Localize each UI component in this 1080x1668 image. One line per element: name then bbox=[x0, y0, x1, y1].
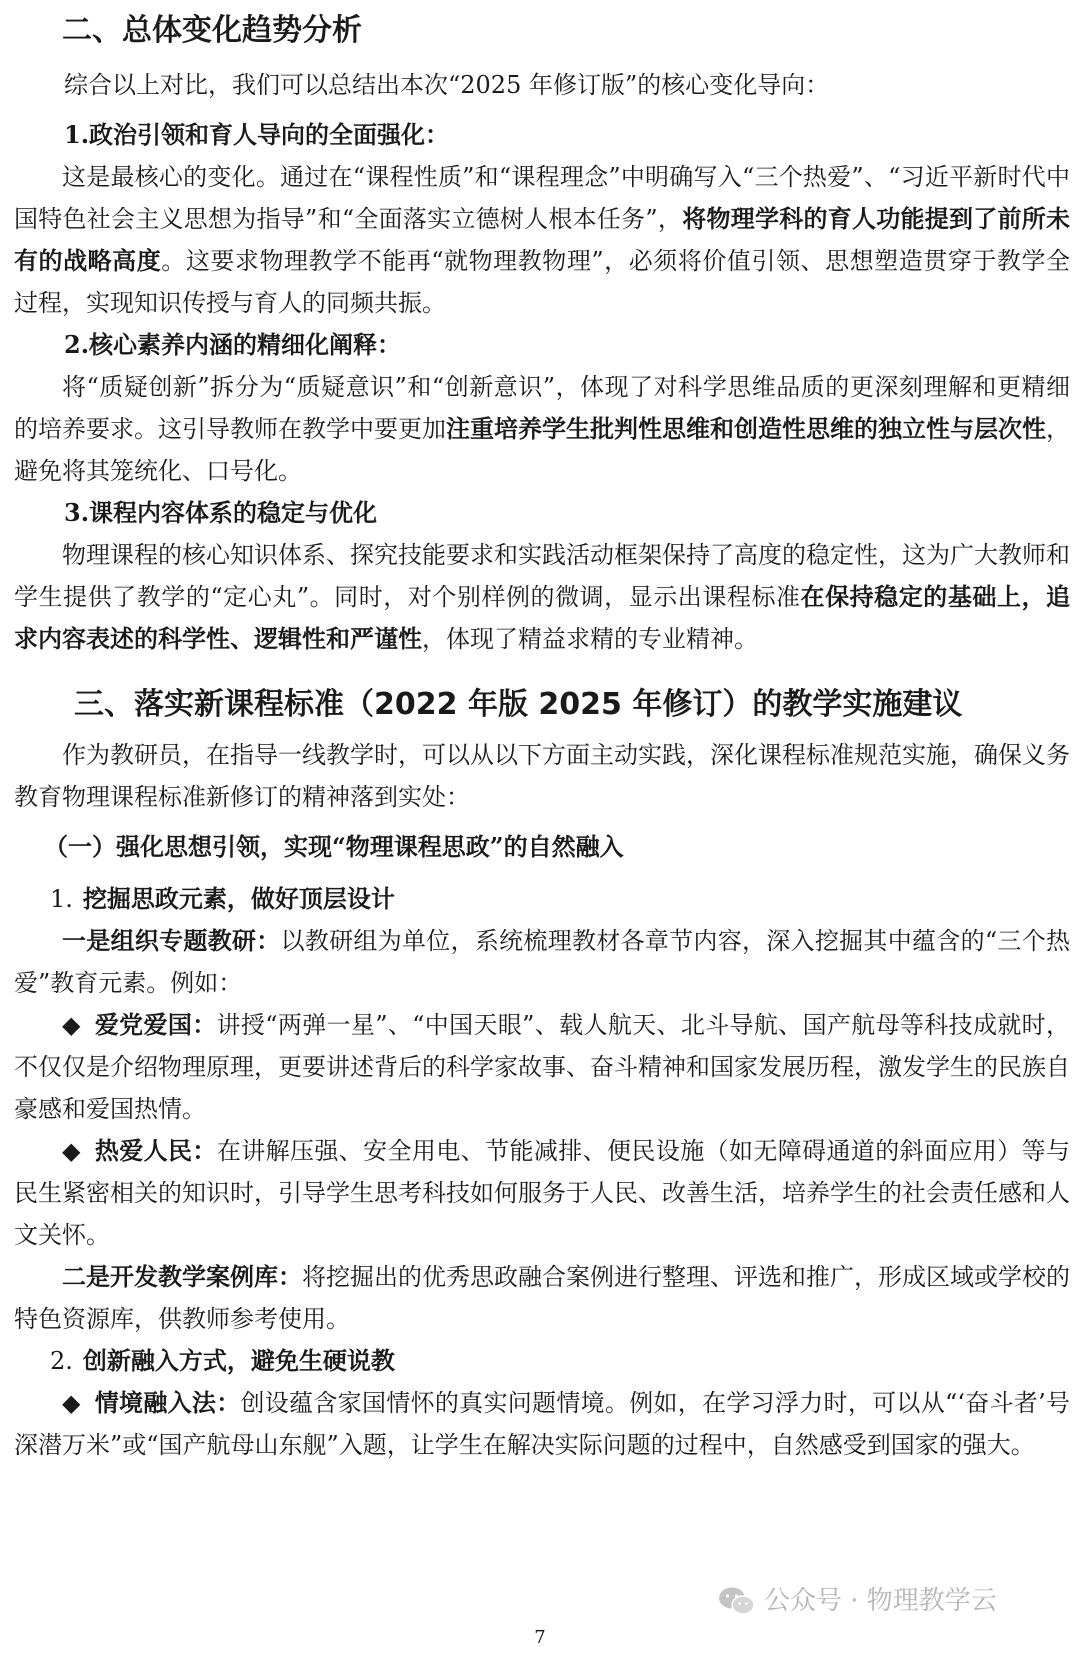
watermark bbox=[718, 1584, 997, 1618]
bullet-people: ◆ 热爱人民：在讲解压强、安全用电、节能减排、便民设施（如无障碍通道的斜面应用）等与民生紧密相关的知识时，引导学生思考科技如何服务于人民、改善生活，培养学生的社会责任感和人文关怀。 bbox=[14, 1136, 1071, 1249]
point2-title: 2.核心素养内涵的精细化阐释： bbox=[64, 330, 402, 359]
point3-emphasis: 在保持稳定的基础上，追求内容表述的科学性、逻辑性和严谨性 bbox=[14, 582, 1071, 653]
point1-title: 1.政治引领和育人导向的全面强化： bbox=[64, 120, 450, 149]
item1-paragraph2: 二是开发教学案例库：将挖掘出的优秀思政融合案例进行整理、评选和推广，形成区域或学校的特色资源库，供教师参考使用。 bbox=[14, 1262, 1070, 1333]
section2-intro: 综合以上对比，我们可以总结出本次“2025 年修订版”的核心变化导向： bbox=[64, 71, 830, 99]
bullet-context: ◆ 情境融入法：创设蕴含家国情怀的真实问题情境。例如，在学习浮力时，可以从“‘奋斗者’号深潜万米”或“国产航母山东舰”入题，让学生在解决实际问题的过程中，自然感受到国家的强大。 bbox=[14, 1388, 1070, 1459]
point2-emphasis: 注重培养学生批判性思维和创造性思维的独立性与层次性 bbox=[446, 414, 1046, 443]
section3-title: 三、落实新课程标准（2022 年版 2025 年修订）的教学实施建议 bbox=[74, 687, 963, 722]
subsection1-title: （一）强化思想引领，实现“物理课程思政”的自然融入 bbox=[44, 832, 624, 861]
watermark-text: 公众号 · 物理教学云 bbox=[764, 1586, 997, 1616]
page-number: 7 bbox=[534, 1627, 546, 1648]
item2-title: 2. 创新融入方式，避免生硬说教 bbox=[50, 1346, 395, 1375]
point3-paragraph: 物理课程的核心知识体系、探究技能要求和实践活动框架保持了高度的稳定性，这为广大教师和学生提供了教学的“定心丸”。同时，对个别样例的微调，显示出课程标准在保持稳定的基础上，追求内容表述的科学性、逻辑性和严谨性，体现了精益求精的专业精神。 bbox=[14, 541, 1071, 653]
point2-paragraph: 将“质疑创新”拆分为“质疑意识”和“创新意识”，体现了对科学思维品质的更深刻理解和更精细的培养要求。这引导教师在教学中要更加注重培养学生批判性思维和创造性思维的独立性与层次性，避免将其笼统化、口号化。 bbox=[14, 373, 1070, 485]
point3-title: 3.课程内容体系的稳定与优化 bbox=[64, 498, 378, 527]
section3-intro: 作为教研员，在指导一线教学时，可以从以下方面主动实践，深化课程标准规范实施，确保义务教育物理课程标准新修订的精神落到实处： bbox=[14, 741, 1070, 811]
diamond-bullet-icon: ◆ bbox=[62, 1388, 81, 1417]
diamond-bullet-icon: ◆ bbox=[62, 1010, 81, 1039]
point1-paragraph: 这是最核心的变化。通过在“课程性质”和“课程理念”中明确写入“三个热爱”、“习近平新时代中国特色社会主义思想为指导”和“全面落实立德树人根本任务”，将物理学科的育人功能提到了前所未有的战略高度。这要求物理教学不能再“就物理教物理”，必须将价值引领、思想塑造贯穿于教学全过程，实现知识传授与育人的同频共振。 bbox=[14, 163, 1071, 317]
wechat-icon bbox=[718, 1586, 756, 1616]
item1-title: 1. 挖掘思政元素，做好顶层设计 bbox=[50, 884, 395, 913]
point1-emphasis: 将物理学科的育人功能提到了前所未有的战略高度 bbox=[14, 204, 1071, 275]
item1-paragraph1: 一是组织专题教研：以教研组为单位，系统梳理教材各章节内容，深入挖掘其中蕴含的“三个热爱”教育元素。例如： bbox=[14, 926, 1070, 997]
bullet-patriotism: ◆ 爱党爱国：讲授“两弹一星”、“中国天眼”、载人航天、北斗导航、国产航母等科技成就时，不仅仅是介绍物理原理，更要讲述背后的科学家故事、奋斗精神和国家发展历程，激发学生的民族自豪感和爱国热情。 bbox=[14, 1010, 1071, 1123]
section2-title: 二、总体变化趋势分析 bbox=[62, 13, 362, 48]
diamond-bullet-icon: ◆ bbox=[62, 1136, 81, 1165]
